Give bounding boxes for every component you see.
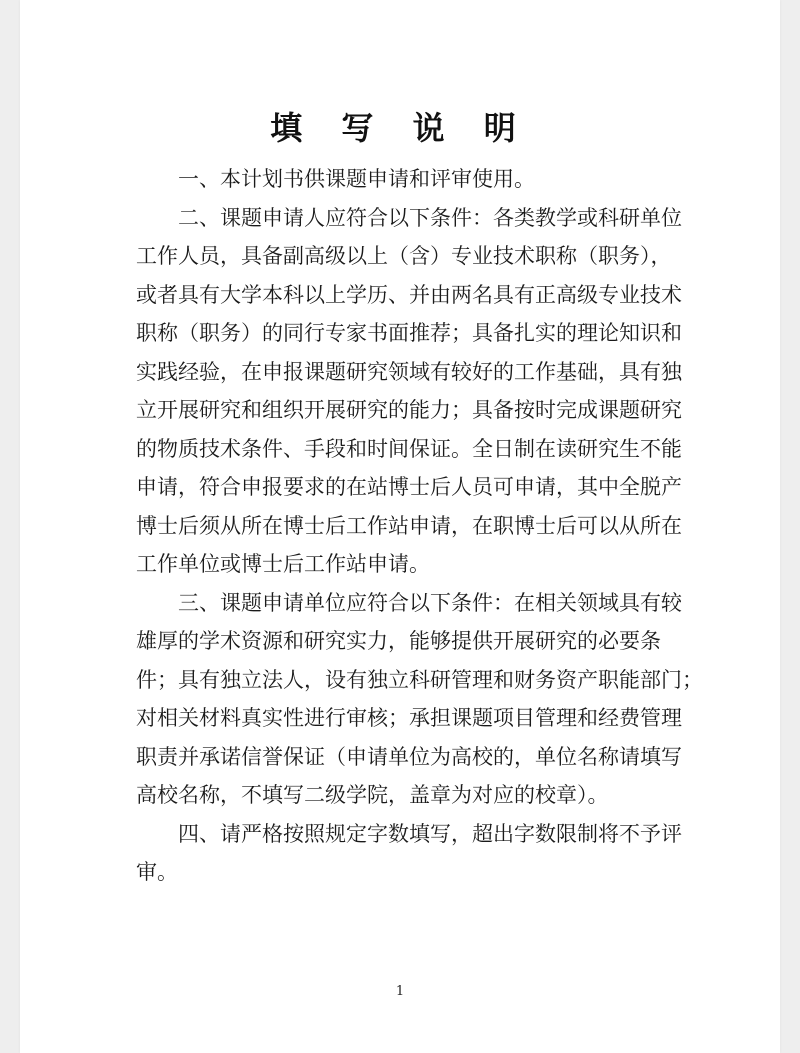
paragraph-line: 对相关材料真实性进行审核；承担课题项目管理和经费管理 <box>136 706 682 730</box>
paragraph-2 <box>136 199 696 584</box>
paragraph-line: 三、课题申请单位应符合以下条件：在相关领域具有较 <box>178 590 682 615</box>
paragraph-line: 实践经验，在申报课题研究领域有较好的工作基础，具有独 <box>136 359 682 384</box>
paragraph-line: 件；具有独立法人，设有独立科研管理和财务资产职能部门； <box>136 667 703 692</box>
paragraph-line: 一、本计划书供课题申请和评审使用。 <box>178 167 535 191</box>
paragraph-line: 的物质技术条件、手段和时间保证。全日制在读研究生不能 <box>136 436 682 461</box>
paragraph-1 <box>136 160 696 199</box>
document-page <box>20 0 780 1053</box>
paragraph-line: 或者具有大学本科以上学历、并由两名具有正高级专业技术 <box>136 282 682 307</box>
paragraph-line: 工作单位或博士后工作站申请。 <box>136 552 430 576</box>
paragraph-line: 高校名称，不填写二级学院，盖章为对应的校章）。 <box>136 783 609 807</box>
paragraph-line: 审。 <box>136 860 178 884</box>
paragraph-line: 职责并承诺信誉保证（申请单位为高校的，单位名称请填写 <box>136 744 682 769</box>
paragraph-line: 博士后须从所在博士后工作站申请，在职博士后可以从所在 <box>136 513 682 538</box>
document-body <box>136 160 703 892</box>
paragraph-line: 立开展研究和组织开展研究的能力；具备按时完成课题研究 <box>136 398 682 422</box>
paragraph-4 <box>136 815 696 892</box>
paragraph-line: 雄厚的学术资源和研究实力，能够提供开展研究的必要条 <box>136 629 661 653</box>
paragraph-3 <box>136 584 703 815</box>
paragraph-line: 申请，符合申报要求的在站博士后人员可申请，其中全脱产 <box>136 475 682 499</box>
paragraph-line: 四、请严格按照规定字数填写，超出字数限制将不予评 <box>178 821 682 846</box>
page-number: 1 <box>395 984 405 999</box>
paragraph-line: 职称（职务）的同行专家书面推荐；具备扎实的理论知识和 <box>136 321 682 345</box>
paragraph-line: 二、课题申请人应符合以下条件：各类教学或科研单位 <box>178 205 682 230</box>
paragraph-line: 工作人员，具备副高级以上（含）专业技术职称（职务）， <box>136 244 672 268</box>
document-title: 填 写 说 明 <box>270 109 530 147</box>
